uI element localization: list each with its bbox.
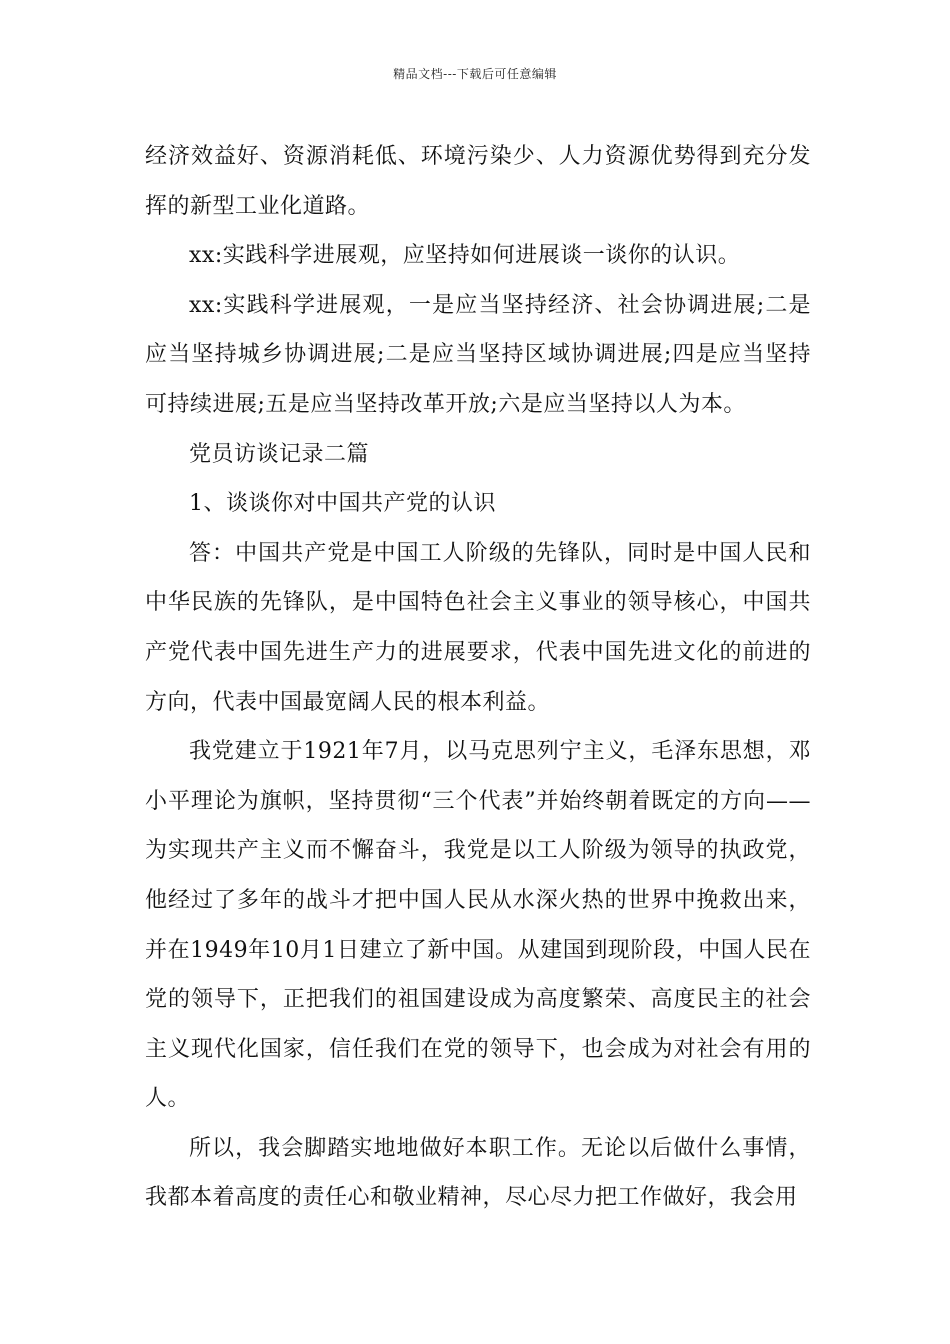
- section-title: 党员访谈记录二篇: [189, 441, 370, 467]
- question-heading: 1、谈谈你对中国共产党的认识: [189, 491, 496, 517]
- paragraph-continuation: 经济效益好、资源消耗低、环境污染少、人力资源优势得到充分发挥的新型工业化道路。: [145, 144, 811, 219]
- paragraph-body: 所以，我会脚踏实地地做好本职工作。无论以后做什么事情，我都本着高度的责任心和敬业精神，尽心尽力把工作做好，我会用: [145, 1135, 811, 1211]
- paragraph-answer: 答：中国共产党是中国工人阶级的先锋队，同时是中国人民和中华民族的先锋队，是中国特色社会主义事业的领导核心，中国共产党代表中国先进生产力的进展要求，代表中国先进文化的前进的方向，代表中国最宽阔人民的根本利益。: [145, 540, 811, 715]
- paragraph-answer: xx:实践科学进展观，一是应当坚持经济、社会协调进展;二是应当坚持城乡协调进展;二是应当坚持区域协调进展;四是应当坚持可持续进展;五是应当坚持改革开放;六是应当坚持以人为本。: [145, 292, 811, 417]
- page-header: 精品文档---下载后可任意编辑: [393, 67, 557, 81]
- paragraph-body: 我党建立于1921年7月，以马克思列宁主义，毛泽东思想，邓小平理论为旗帜，坚持贯彻“三个代表”并始终朝着既定的方向——为实现共产主义而不懈奋斗，我党是以工人阶级为领导的执政党，他经过了多年的战斗才把中国人民从水深火热的世界中挽救出来，并在1949年10月1日建立了新中国。从建国到现阶段，中国人民在党的领导下，正把我们的祖国建设成为高度繁荣、高度民主的社会主义现代化国家，信任我们在党的领导下，也会成为对社会有用的人。: [145, 739, 811, 1112]
- paragraph-question: xx:实践科学进展观，应坚持如何进展谈一谈你的认识。: [189, 243, 741, 269]
- document-body: [145, 132, 811, 1223]
